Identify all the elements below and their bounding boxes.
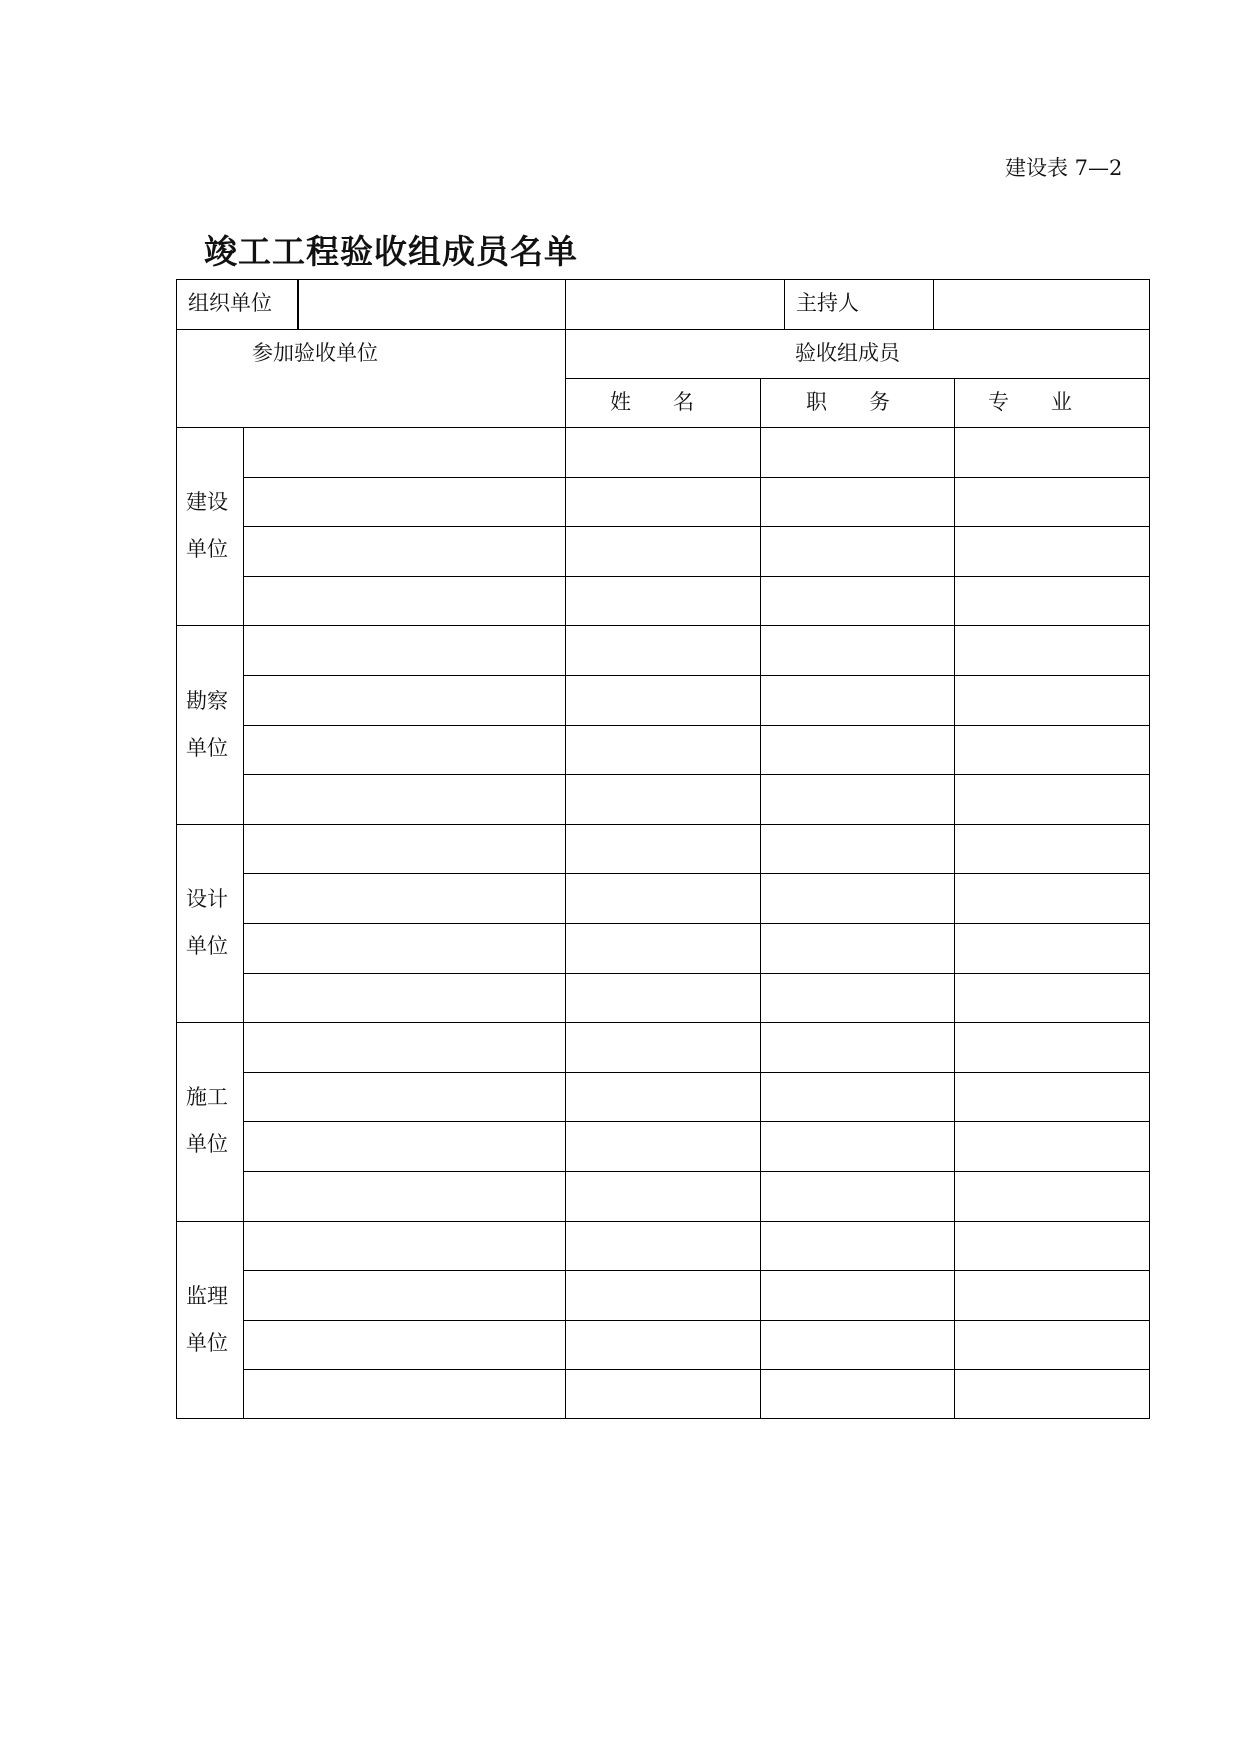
position-cell[interactable] xyxy=(761,626,953,674)
group-label-line: 单位 xyxy=(186,1330,228,1355)
unit-cell[interactable] xyxy=(244,726,564,774)
group-label-line: 单位 xyxy=(186,934,228,958)
specialty-cell[interactable] xyxy=(955,1023,1149,1071)
specialty-cell[interactable] xyxy=(955,1122,1149,1170)
name-cell[interactable] xyxy=(566,1073,759,1121)
participating-units-label: 参加验收单位 xyxy=(252,341,378,365)
unit-cell[interactable] xyxy=(244,428,564,476)
group-label-line: 单位 xyxy=(186,735,228,760)
group-label xyxy=(186,479,228,573)
header-divider xyxy=(565,378,1150,379)
unit-cell[interactable] xyxy=(244,775,564,823)
header-divider xyxy=(933,279,934,329)
group-label xyxy=(186,1074,228,1168)
name-cell[interactable] xyxy=(566,676,759,724)
position-cell[interactable] xyxy=(761,974,953,1022)
header-divider xyxy=(784,279,785,329)
group-label-line: 勘察 xyxy=(186,688,228,713)
name-cell[interactable] xyxy=(566,1370,759,1418)
name-cell[interactable] xyxy=(566,874,759,922)
unit-cell[interactable] xyxy=(244,676,564,724)
name-cell[interactable] xyxy=(566,924,759,972)
unit-cell[interactable] xyxy=(244,974,564,1022)
unit-cell[interactable] xyxy=(244,1073,564,1121)
unit-cell[interactable] xyxy=(244,1222,564,1270)
position-cell[interactable] xyxy=(761,577,953,625)
specialty-cell[interactable] xyxy=(955,527,1149,575)
specialty-cell[interactable] xyxy=(955,974,1149,1022)
group-label-line: 单位 xyxy=(186,537,228,562)
specialty-cell[interactable] xyxy=(955,726,1149,774)
name-cell[interactable] xyxy=(566,1172,759,1220)
name-cell[interactable] xyxy=(566,626,759,674)
document-title: 竣工工程验收组成员名单 xyxy=(204,232,578,271)
name-cell[interactable] xyxy=(566,478,759,526)
specialty-cell[interactable] xyxy=(955,1321,1149,1369)
specialty-cell[interactable] xyxy=(955,1073,1149,1121)
org-unit-label: 组织单位 xyxy=(188,291,272,315)
position-cell[interactable] xyxy=(761,478,953,526)
group-label-line: 施工 xyxy=(186,1085,228,1110)
group-label xyxy=(186,678,228,772)
group-label xyxy=(186,1273,228,1367)
form-code: 建设表 7—2 xyxy=(1005,156,1123,180)
name-cell[interactable] xyxy=(566,775,759,823)
host-label: 主持人 xyxy=(796,291,859,315)
name-cell[interactable] xyxy=(566,1023,759,1071)
position-cell[interactable] xyxy=(761,1370,953,1418)
position-cell[interactable] xyxy=(761,1321,953,1369)
unit-cell[interactable] xyxy=(244,825,564,873)
position-cell[interactable] xyxy=(761,1073,953,1121)
specialty-cell[interactable] xyxy=(955,775,1149,823)
col-specialty-header: 专 业 xyxy=(988,390,1072,414)
header-divider xyxy=(176,329,1150,330)
specialty-cell[interactable] xyxy=(955,428,1149,476)
unit-cell[interactable] xyxy=(244,1122,564,1170)
position-cell[interactable] xyxy=(761,1122,953,1170)
unit-cell[interactable] xyxy=(244,1271,564,1319)
group-label xyxy=(186,876,228,970)
specialty-cell[interactable] xyxy=(955,1172,1149,1220)
name-cell[interactable] xyxy=(566,1321,759,1369)
col-position-header: 职 务 xyxy=(806,390,890,414)
position-cell[interactable] xyxy=(761,775,953,823)
specialty-cell[interactable] xyxy=(955,1271,1149,1319)
unit-cell[interactable] xyxy=(244,874,564,922)
name-cell[interactable] xyxy=(566,825,759,873)
unit-cell[interactable] xyxy=(244,577,564,625)
org-unit-field[interactable] xyxy=(299,280,564,328)
unit-cell[interactable] xyxy=(244,1023,564,1071)
name-cell[interactable] xyxy=(566,726,759,774)
host-field[interactable] xyxy=(935,280,1148,328)
unit-cell[interactable] xyxy=(244,626,564,674)
specialty-cell[interactable] xyxy=(955,577,1149,625)
name-cell[interactable] xyxy=(566,1122,759,1170)
position-cell[interactable] xyxy=(761,1172,953,1220)
unit-cell[interactable] xyxy=(244,1172,564,1220)
name-cell[interactable] xyxy=(566,527,759,575)
col-name-header: 姓 名 xyxy=(610,390,694,414)
group-label-line: 设计 xyxy=(186,887,228,911)
specialty-cell[interactable] xyxy=(955,626,1149,674)
unit-cell[interactable] xyxy=(244,478,564,526)
name-cell[interactable] xyxy=(566,577,759,625)
position-cell[interactable] xyxy=(761,1222,953,1270)
unit-cell[interactable] xyxy=(244,924,564,972)
members-label: 验收组成员 xyxy=(795,341,900,365)
position-cell[interactable] xyxy=(761,1023,953,1071)
group-label-line: 建设 xyxy=(186,490,228,515)
specialty-cell[interactable] xyxy=(955,874,1149,922)
name-cell[interactable] xyxy=(566,1222,759,1270)
name-cell[interactable] xyxy=(566,428,759,476)
group-label-line: 单位 xyxy=(186,1132,228,1157)
name-cell[interactable] xyxy=(566,974,759,1022)
group-label-line: 监理 xyxy=(186,1283,228,1308)
position-cell[interactable] xyxy=(761,825,953,873)
unit-cell[interactable] xyxy=(244,1321,564,1369)
position-cell[interactable] xyxy=(761,428,953,476)
position-cell[interactable] xyxy=(761,726,953,774)
specialty-cell[interactable] xyxy=(955,1370,1149,1418)
position-cell[interactable] xyxy=(761,527,953,575)
position-cell[interactable] xyxy=(761,676,953,724)
name-cell[interactable] xyxy=(566,1271,759,1319)
unit-cell[interactable] xyxy=(244,1370,564,1418)
position-cell[interactable] xyxy=(761,924,953,972)
specialty-cell[interactable] xyxy=(955,676,1149,724)
specialty-cell[interactable] xyxy=(955,478,1149,526)
unit-cell[interactable] xyxy=(244,527,564,575)
position-cell[interactable] xyxy=(761,1271,953,1319)
specialty-cell[interactable] xyxy=(955,924,1149,972)
specialty-cell[interactable] xyxy=(955,825,1149,873)
position-cell[interactable] xyxy=(761,874,953,922)
specialty-cell[interactable] xyxy=(955,1222,1149,1270)
